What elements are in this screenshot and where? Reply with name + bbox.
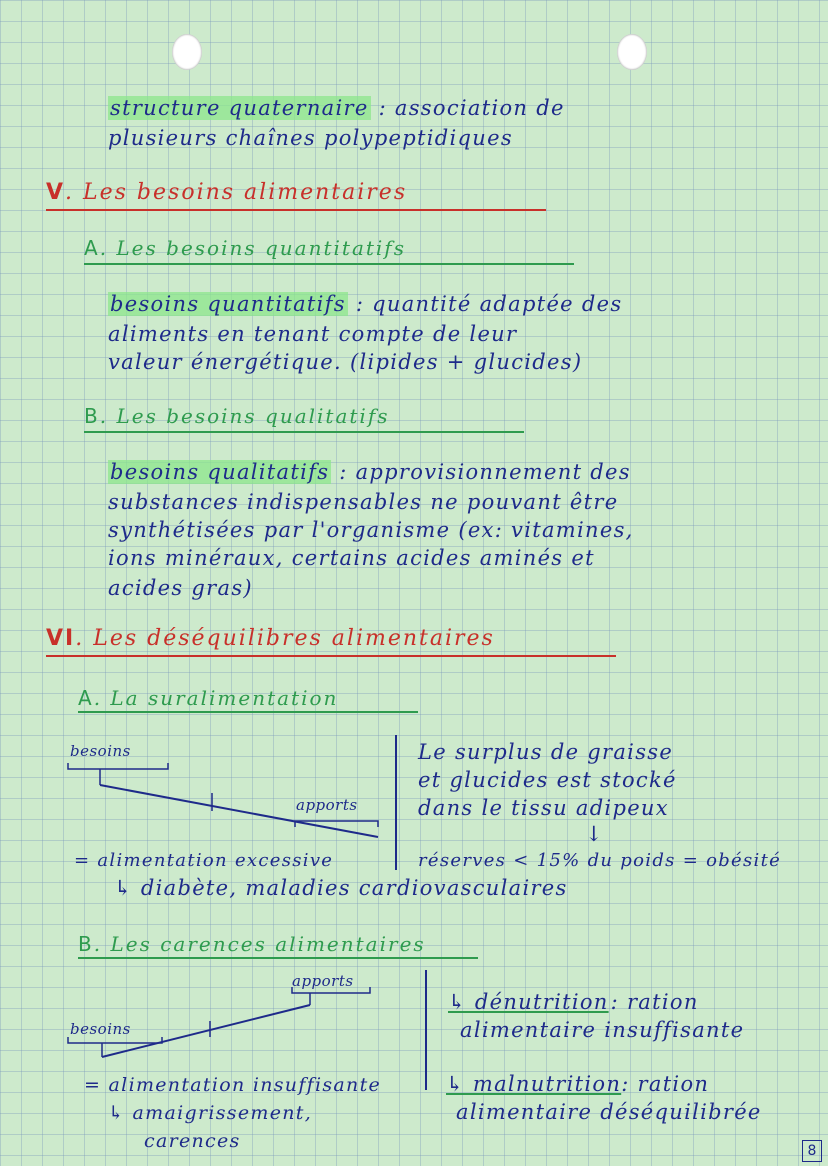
6b-right-1 [446, 990, 699, 1014]
5a-line-2: aliments en tenant compte de leur [108, 322, 518, 346]
6a-right-4: réserves < 15% du poids = obésité [418, 850, 782, 871]
section-6-numeral: VI [46, 626, 76, 651]
section-5b-title: . Les besoins qualitatifs [99, 404, 390, 428]
5a-term: besoins quantitatifs [110, 292, 346, 316]
diag-b-divider [425, 970, 427, 1090]
section-5-underline [46, 209, 546, 211]
6a-right-2: et glucides est stocké [418, 768, 677, 792]
section-6-heading [46, 626, 495, 651]
6b-equation: = alimentation insuffisante [84, 1074, 382, 1096]
6a-right-1: Le surplus de graisse [418, 740, 674, 764]
punch-hole-right [617, 34, 647, 70]
denutrition-term: ↳ dénutrition [448, 990, 609, 1014]
section-5a-heading [84, 236, 406, 260]
5b-line-4: ions minéraux, certains acides aminés et [108, 546, 595, 570]
down-arrow-icon: ↓ [585, 822, 604, 846]
section-5a-title: . Les besoins quantitatifs [99, 236, 406, 260]
section-6b-heading [78, 932, 426, 956]
diag-b-graph [60, 985, 390, 1065]
5b-term: besoins qualitatifs [110, 460, 330, 484]
section-5a-letter: A [84, 236, 100, 260]
section-5a-underline [84, 263, 574, 265]
punch-hole-left [172, 34, 202, 70]
diag-b-label-besoins: besoins [70, 1020, 131, 1038]
6a-consequence: ↳ diabète, maladies cardiovasculaires [114, 876, 568, 900]
5a-line-1 [108, 292, 622, 316]
diag-a-label-apports: apports [296, 796, 358, 814]
section-6b-underline [78, 957, 478, 959]
section-5-title: . Les besoins alimentaires [65, 180, 408, 205]
6a-equation: = alimentation excessive [74, 850, 334, 871]
section-5b-letter: B [84, 404, 100, 428]
intro-line-2: plusieurs chaînes polypeptidiques [108, 126, 513, 150]
section-6a-heading [78, 686, 338, 710]
5b-line-2: substances indispensables ne pouvant être [108, 490, 619, 514]
section-6b-letter: B [78, 932, 94, 956]
section-5-numeral: V [46, 180, 66, 205]
6b-right-4: alimentaire déséquilibrée [456, 1100, 762, 1124]
5a-def-1: : quantité adaptée des [355, 292, 623, 316]
page-number: 8 [802, 1140, 822, 1162]
6b-right-1b: : ration [610, 990, 699, 1014]
intro-def-1: : association de [378, 96, 565, 120]
6b-right-2: alimentaire insuffisante [460, 1018, 745, 1042]
5a-line-3: valeur énergétique. (lipides + glucides) [108, 350, 583, 374]
6b-consequence-1: ↳ amaigrissement, [108, 1102, 313, 1124]
malnutrition-term: ↳ malnutrition [446, 1072, 622, 1096]
intro-term: structure quaternaire [110, 96, 369, 120]
section-5b-underline [84, 431, 524, 433]
section-6-title: . Les déséquilibres alimentaires [75, 626, 495, 651]
5b-line-3: synthétisées par l'organisme (ex: vitamines, [108, 518, 634, 542]
section-6-underline [46, 655, 616, 657]
intro-line-1 [108, 96, 565, 120]
6b-right-3 [446, 1072, 709, 1096]
diag-a-graph [60, 755, 390, 845]
5b-def-1: : approvisionnement des [339, 460, 631, 484]
diag-b-label-apports: apports [292, 972, 354, 990]
section-6a-underline [78, 711, 418, 713]
5b-line-1 [108, 460, 631, 484]
diag-a-label-besoins: besoins [70, 742, 131, 760]
6b-right-3b: : ration [621, 1072, 710, 1096]
section-5b-heading [84, 404, 390, 428]
section-6a-letter: A [78, 686, 94, 710]
6b-consequence-2: carences [144, 1130, 241, 1152]
section-6b-title: . Les carences alimentaires [93, 932, 426, 956]
section-6a-title: . La suralimentation [93, 686, 339, 710]
diag-a-divider [395, 735, 397, 870]
6a-right-3: dans le tissu adipeux [418, 796, 669, 820]
5b-line-5: acides gras) [108, 576, 253, 600]
section-5-heading [46, 180, 407, 205]
